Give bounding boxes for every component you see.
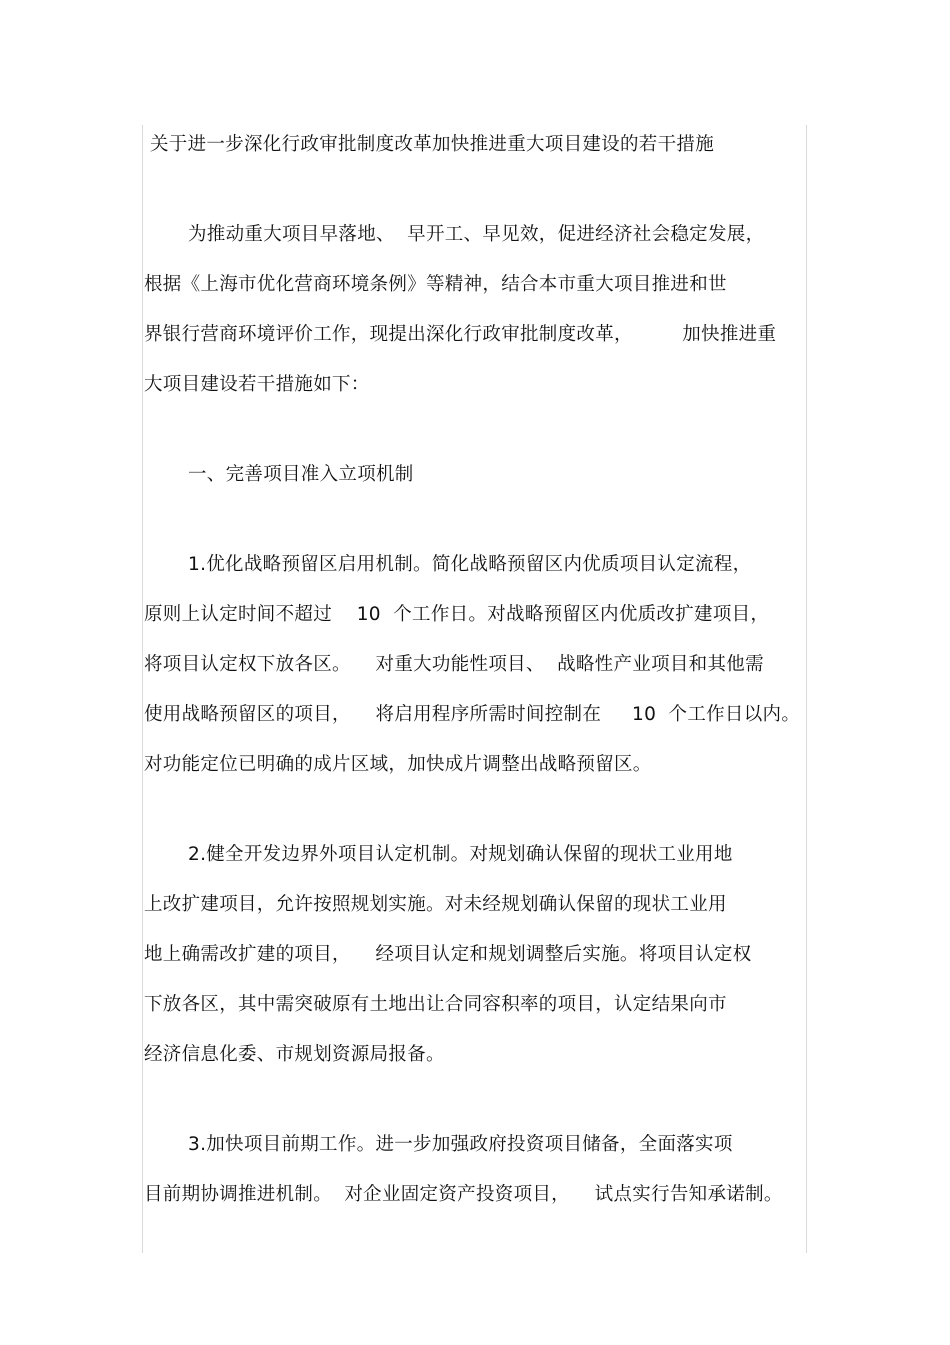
item2-line-1: 2.健全开发边界外项目认定机制。对规划确认保留的现状工业用地 [188,844,733,865]
intro-line-3: 界银行营商环境评价工作，现提出深化行政审批制度改革， 加快推进重 [144,324,777,345]
item2-line-3: 地上确需改扩建的项目， 经项目认定和规划调整后实施。将项目认定权 [144,944,752,965]
left-margin-rule [142,125,143,1253]
intro-line-1: 为推动重大项目早落地、 早开工、早见效，促进经济社会稳定发展， [188,224,765,245]
intro-line-2: 根据《上海市优化营商环境条例》等精神，结合本市重大项目推进和世 [144,274,727,295]
item2-line-4: 下放各区，其中需突破原有土地出让合同容积率的项目，认定结果向市 [144,994,727,1015]
intro-line-4: 大项目建设若干措施如下： [144,374,370,395]
section-heading: 一、完善项目准入立项机制 [188,464,414,485]
item1-line-5: 对功能定位已明确的成片区域，加快成片调整出战略预留区。 [144,754,652,775]
item3-line-2: 目前期协调推进机制。 对企业固定资产投资项目， 试点实行告知承诺制。 [144,1184,783,1205]
item1-line-2: 原则上认定时间不超过 10 个工作日。对战略预留区内优质改扩建项目， [144,604,770,625]
item1-line-3: 将项目认定权下放各区。 对重大功能性项目、 战略性产业项目和其他需 [144,654,764,675]
document-title: 关于进一步深化行政审批制度改革加快推进重大项目建设的若干措施 [150,134,715,155]
item1-line-4: 使用战略预留区的项目， 将启用程序所需时间控制在 10 个工作日以内。 [144,704,801,725]
item2-line-2: 上改扩建项目，允许按照规划实施。对未经规划确认保留的现状工业用 [144,894,727,915]
right-margin-rule [806,125,807,1253]
item1-line-1: 1.优化战略预留区启用机制。简化战略预留区内优质项目认定流程， [188,554,752,575]
item3-line-1: 3.加快项目前期工作。进一步加强政府投资项目储备，全面落实项 [188,1134,733,1155]
item2-line-5: 经济信息化委、市规划资源局报备。 [144,1044,445,1065]
